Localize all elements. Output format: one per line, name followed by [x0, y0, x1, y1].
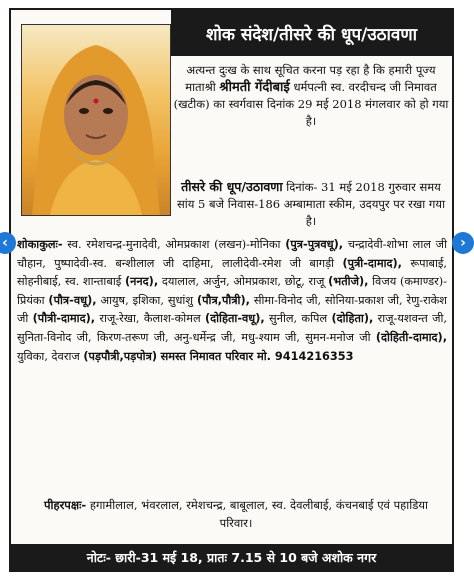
- relation-label: (पड़पौत्री,पड़पोत्र): [83, 349, 157, 363]
- portrait-illustration: [22, 25, 170, 215]
- next-arrow-icon[interactable]: ›: [452, 232, 474, 254]
- mourner-names: सीमा-विनोद जी, सोनिया-प्रकाश जी, रेणु-राकेश जी: [17, 293, 447, 326]
- mourner-names: युविका, देवराज: [17, 349, 80, 363]
- mourner-names: रूपाबाई, सोहनीबाई, स्व. शान्ताबाई: [17, 256, 448, 289]
- maternal-family-names: हगामीलाल, भंवरलाल, रमेशचन्द्र, बाबूलाल, स्व. देवलीबाई, कंचनबाई एवं पहाडिया परिवार।: [89, 498, 429, 530]
- ceremony-details: [173, 178, 449, 230]
- relation-label: (पौत्री-दामाद),: [32, 312, 96, 326]
- family-contact: समस्त निमावत परिवार मो. 9414216353: [160, 349, 354, 363]
- mourner-names: आयुष, इशिका, सुधांशु: [100, 293, 194, 307]
- intro-text-1: अत्यन्त दुःख के साथ सूचित करना पड़ रहा है कि हमारी पूज्य माताश्री: [185, 63, 436, 94]
- intro-paragraph: [173, 62, 449, 130]
- relation-label: (दोहिता-वधू),: [204, 312, 265, 326]
- ceremony-text: दिनांक- 31 मई 2018 गुरुवार समय सांय 5 बजे निवास-186 अम्बामाता स्कीम, उदयपुर पर रखा गया है।: [176, 180, 446, 228]
- ceremony-heading: तीसरे की धूप/उठावणा: [181, 179, 283, 194]
- deceased-name: श्रीमती गेंदीबाई: [219, 80, 290, 95]
- mourners-list: [17, 236, 447, 366]
- page-title: शोक संदेश/तीसरे की धूप/उठावणा: [171, 10, 452, 56]
- mourner-names: विजय (कमाण्डर)-प्रियंका: [17, 275, 447, 307]
- relation-label: (पौत्र,पौत्री),: [196, 293, 250, 307]
- mourner-names: चन्द्रादेवी-शोभा लाल जी चौहान, पुष्पादेवी-स्व. बन्शीलाल जी दाहिमा, लालीदेवी-रमेश जी बागड़ी: [17, 238, 447, 270]
- maternal-family-label: पीहरपक्षः-: [43, 498, 87, 512]
- relation-label: (पुत्री-दामाद),: [342, 256, 402, 270]
- relation-label: (ननद),: [124, 275, 159, 289]
- previous-arrow-icon[interactable]: ‹: [0, 232, 16, 254]
- deceased-photo: [21, 24, 171, 216]
- relation-label: (दोहिता),: [331, 312, 374, 326]
- mourner-names: स्व. रमेशचन्द्र-मुनादेवी, ओमप्रकाश (लखन)-मोनिका: [67, 238, 281, 251]
- maternal-family: [31, 496, 441, 532]
- mourner-names: दयालाल, अर्जुन, ओमप्रकाश, छोटू, राजू: [161, 275, 325, 289]
- relation-label: (पौत्र-वधू),: [48, 293, 97, 307]
- mourner-names: राजू-रेखा, कैलाश-कोमल: [99, 312, 201, 326]
- mourners-label: शोकाकुलः-: [17, 238, 63, 251]
- footer-note: नोटः- छारी-31 मई 18, प्रातः 7.15 से 10 बजे अशोक नगर: [11, 544, 452, 570]
- relation-label: (दोहिती-दामाद),: [375, 330, 448, 344]
- obituary-notice: [9, 8, 454, 572]
- relation-label: (भतीजे),: [328, 275, 369, 289]
- intro-text-2: धर्मपत्नी स्व. वरदीचन्द जी निमावत (खटीक) का स्वर्गवास दिनांक 29 मई 2018 मंगलवार को हो गया है।: [173, 80, 449, 128]
- relation-label: (पुत्र-पुत्रवधू),: [285, 238, 344, 251]
- mourner-names: सुनील, कपिल: [269, 312, 328, 326]
- mourner-names: राजू-यशवन्त जी, सुनिता-विनोद जी, किरण-तरूण जी, अनु-धर्मेन्द्र जी, मधु-श्याम जी, सुमन-मनोज जी: [17, 312, 448, 344]
